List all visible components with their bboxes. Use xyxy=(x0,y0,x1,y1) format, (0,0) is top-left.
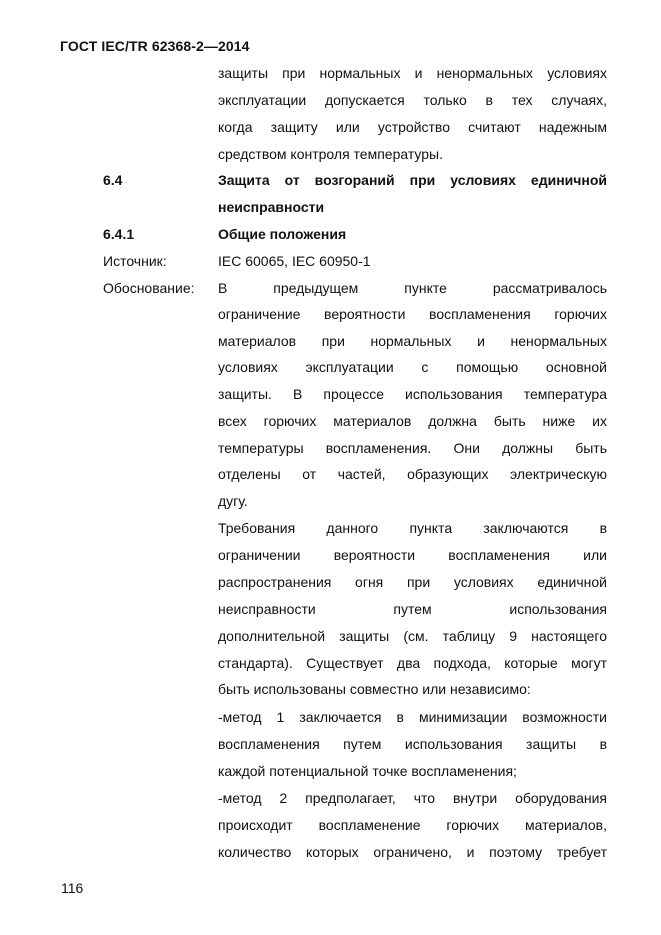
paragraph-line: температуры воспламенения. Они должны быть xyxy=(218,440,607,456)
rationale-label: Обоснование: xyxy=(103,280,195,296)
paragraph-line: количество которых ограничено, и поэтому требует xyxy=(218,844,607,860)
paragraph-line: всех горючих материалов должна быть ниже их xyxy=(218,413,607,429)
paragraph-line: В предыдущем пункте рассматривалось xyxy=(218,280,607,296)
paragraph-line: неисправности путем использования xyxy=(218,601,607,617)
source-label: Источник: xyxy=(103,253,167,269)
page-number: 116 xyxy=(61,880,84,896)
paragraph-line: дугу. xyxy=(218,493,248,509)
section-6-4-title-line: неисправности xyxy=(218,199,325,215)
section-6-4-title-line: Защита от возгораний при условиях единичной xyxy=(218,172,607,188)
paragraph-line: стандарта). Существует два подхода, которые могут xyxy=(218,655,607,671)
paragraph-line: -метод 2 предполагает, что внутри оборудования xyxy=(218,790,607,806)
continuation-line: защиты при нормальных и ненормальных условиях xyxy=(218,65,607,81)
paragraph-line: каждой потенциальной точке воспламенения; xyxy=(218,763,517,779)
paragraph-line: условиях эксплуатации с помощью основной xyxy=(218,359,607,375)
paragraph-line: ограничение вероятности воспламенения горючих xyxy=(218,306,607,322)
continuation-line: эксплуатации допускается только в тех случаях, xyxy=(218,92,607,108)
continuation-line: средством контроля температуры. xyxy=(218,146,443,162)
section-6-4-1-number: 6.4.1 xyxy=(103,226,135,242)
paragraph-line: распространения огня при условиях единичной xyxy=(218,574,607,590)
section-6-4-1-title: Общие положения xyxy=(218,226,347,242)
paragraph-line: воспламенения путем использования защиты в xyxy=(218,736,607,752)
paragraph-line: защиты. В процессе использования температура xyxy=(218,386,607,402)
paragraph-line: отделены от частей, образующих электрическую xyxy=(218,466,607,482)
paragraph-line: Требования данного пункта заключаются в xyxy=(218,520,607,536)
paragraph-line: ограничении вероятности воспламенения или xyxy=(218,547,607,563)
paragraph-line: дополнительной защиты (см. таблицу 9 настоящего xyxy=(218,628,607,644)
continuation-line: когда защиту или устройство считают надежным xyxy=(218,119,607,135)
paragraph-line: материалов при нормальных и ненормальных xyxy=(218,333,607,349)
source-value: IEC 60065, IEC 60950-1 xyxy=(218,253,371,269)
section-6-4-number: 6.4 xyxy=(103,172,123,188)
paragraph-line: происходит воспламенение горючих материалов, xyxy=(218,817,607,833)
document-header: ГОСТ IEC/TR 62368-2—2014 xyxy=(60,38,250,54)
paragraph-line: -метод 1 заключается в минимизации возможности xyxy=(218,709,607,725)
paragraph-line: быть использованы совместно или независимо: xyxy=(218,681,531,697)
